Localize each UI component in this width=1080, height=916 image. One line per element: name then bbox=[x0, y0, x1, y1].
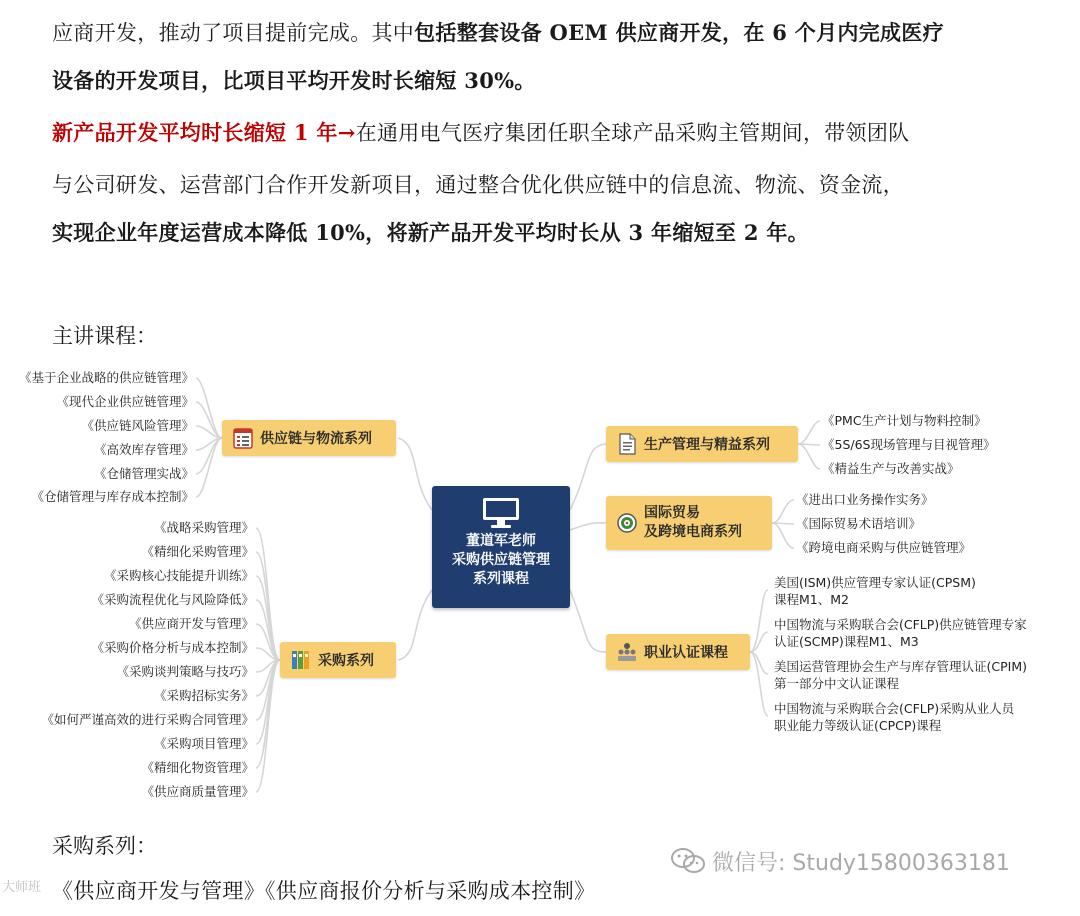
list-item: 《采购价格分析与成本控制》 bbox=[91, 640, 254, 655]
branch-label-2: 及跨境电商系列 bbox=[644, 524, 742, 540]
center-node bbox=[432, 486, 570, 608]
last-line: 《供应商开发与管理》《供应商报价分析与采购成本控制》 bbox=[52, 879, 596, 903]
intro-line-3-rest: 在通用电气医疗集团任职全球产品采购主管期间，带领团队 bbox=[355, 121, 910, 145]
cert-line: 职业能力等级认证(CPCP)课程 bbox=[774, 718, 942, 733]
list-item: 《国际贸易术语培训》 bbox=[796, 516, 922, 531]
list-item: 《供应商开发与管理》 bbox=[128, 616, 254, 631]
list-item: 《供应链风险管理》 bbox=[81, 418, 194, 433]
list-item: 《进出口业务操作实务》 bbox=[796, 492, 934, 507]
team-icon bbox=[616, 641, 638, 663]
checklist-icon bbox=[232, 427, 254, 449]
list-item bbox=[774, 658, 1027, 692]
list-item: 《采购核心技能提升训练》 bbox=[103, 568, 254, 583]
wechat-icon bbox=[670, 847, 706, 881]
list-item bbox=[774, 616, 1027, 650]
list-item bbox=[774, 574, 976, 608]
cert-line: 课程M1、M2 bbox=[774, 592, 849, 607]
document-icon bbox=[616, 433, 638, 455]
list-item: 《跨境电商采购与供应链管理》 bbox=[796, 540, 972, 555]
branch-procurement bbox=[280, 642, 396, 678]
binders-icon bbox=[290, 649, 312, 671]
list-item: 《采购项目管理》 bbox=[153, 736, 254, 751]
cert-line: 中国物流与采购联合会(CFLP)供应链管理专家 bbox=[774, 617, 1027, 632]
branch-label: 生产管理与精益系列 bbox=[644, 437, 770, 453]
cert-line: 美国(ISM)供应管理专家认证(CPSM) bbox=[774, 575, 976, 590]
highlight-text: 新产品开发平均时长缩短 1 年→ bbox=[52, 120, 356, 145]
branch-supply-chain bbox=[222, 420, 396, 456]
watermark-left: 大师班 bbox=[2, 880, 42, 895]
list-item: 《精细化物资管理》 bbox=[141, 760, 254, 775]
cert-line: 美国运营管理协会生产与库存管理认证(CPIM) bbox=[774, 659, 1027, 674]
branch-production bbox=[606, 426, 798, 462]
courses-heading: 主讲课程： bbox=[52, 324, 157, 348]
list-item: 《PMC生产计划与物料控制》 bbox=[822, 413, 987, 428]
list-item: 《仓储管理与库存成本控制》 bbox=[31, 489, 194, 504]
list-item: 《采购流程优化与风险降低》 bbox=[91, 592, 254, 607]
branch-label: 国际贸易 bbox=[644, 505, 700, 521]
list-item bbox=[774, 700, 1014, 734]
list-item: 《5S/6S现场管理与目视管理》 bbox=[822, 437, 996, 452]
intro-line-4: 与公司研发、运营部门合作开发新项目，通过整合优化供应链中的信息流、物流、资金流， bbox=[52, 173, 904, 197]
watermark-text: 微信号: Study15800363181 bbox=[712, 851, 1010, 876]
list-item: 《如何严谨高效的进行采购合同管理》 bbox=[41, 712, 254, 727]
intro-line-2: 设备的开发项目，比项目平均开发时长缩短 30%。 bbox=[52, 68, 536, 93]
cert-line: 中国物流与采购联合会(CFLP)采购从业人员 bbox=[774, 701, 1015, 716]
list-item: 《战略采购管理》 bbox=[153, 520, 254, 535]
center-subtitle: 采购供应链管理 bbox=[452, 552, 550, 568]
list-item: 《精益生产与改善实战》 bbox=[822, 461, 960, 476]
intro-line-1b: 包括整套设备 OEM 供应商开发，在 6 个月内完成医疗 bbox=[414, 20, 944, 45]
list-item: 《现代企业供应链管理》 bbox=[56, 394, 194, 409]
list-item: 《高效库存管理》 bbox=[93, 442, 194, 457]
list-item: 《精细化采购管理》 bbox=[141, 544, 254, 559]
target-icon bbox=[616, 512, 638, 534]
branch-trade bbox=[606, 496, 772, 550]
procurement-heading: 采购系列： bbox=[52, 834, 157, 858]
center-subtitle-2: 系列课程 bbox=[473, 571, 529, 587]
list-item: 《基于企业战略的供应链管理》 bbox=[18, 370, 194, 385]
center-title: 董道军老师 bbox=[466, 533, 536, 549]
branch-label: 供应链与物流系列 bbox=[260, 431, 372, 447]
list-item: 《采购谈判策略与技巧》 bbox=[116, 664, 254, 679]
monitor-icon bbox=[481, 496, 521, 530]
list-item: 《供应商质量管理》 bbox=[141, 784, 254, 799]
branch-label: 采购系列 bbox=[318, 653, 374, 669]
cert-line: 认证(SCMP)课程M1、M3 bbox=[774, 634, 919, 649]
branch-certification bbox=[606, 634, 750, 670]
list-item: 《采购招标实务》 bbox=[153, 688, 254, 703]
cert-line: 第一部分中文认证课程 bbox=[774, 676, 900, 691]
branch-label: 职业认证课程 bbox=[644, 645, 728, 661]
intro-line-5: 实现企业年度运营成本降低 10%，将新产品开发平均时长从 3 年缩短至 2 年。 bbox=[52, 220, 809, 245]
watermark bbox=[670, 846, 1010, 881]
intro-line-1a: 应商开发，推动了项目提前完成。其中 bbox=[52, 21, 415, 45]
list-item: 《仓储管理实战》 bbox=[93, 466, 194, 481]
